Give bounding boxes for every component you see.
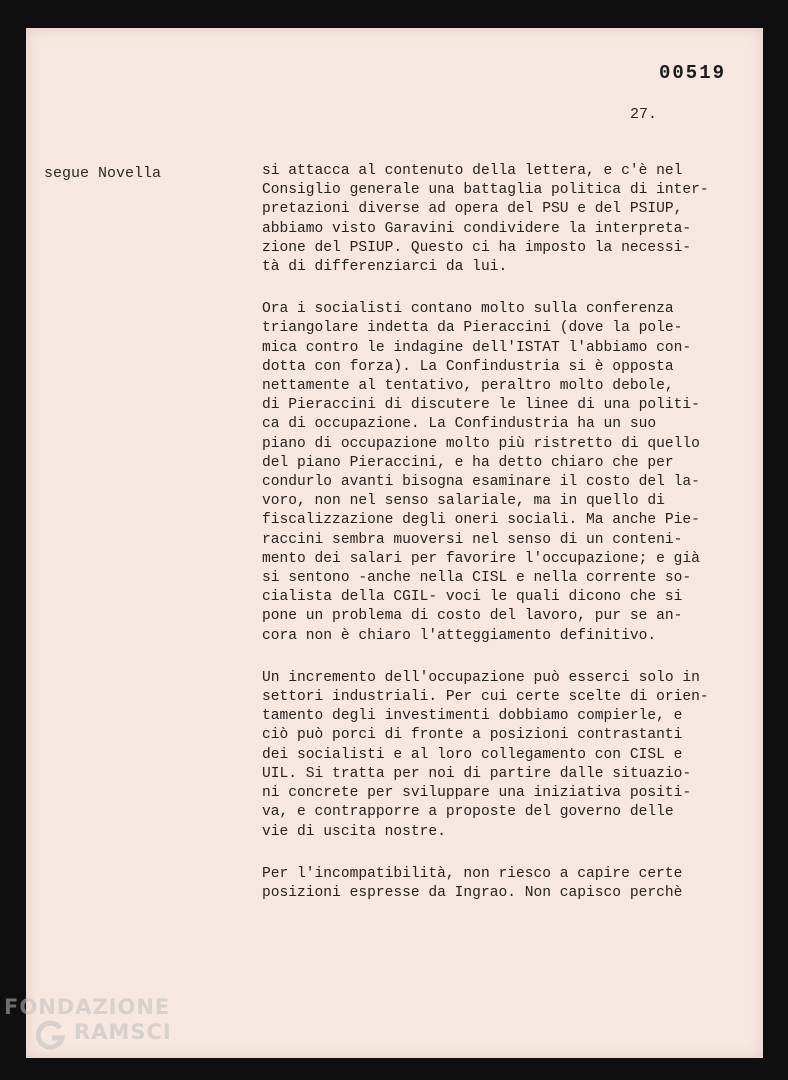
text-line: va, e contrapporre a proposte del governo delle: [262, 804, 674, 821]
text-line: UIL. Si tratta per noi di partire dalle situazio-: [262, 765, 692, 782]
text-line: posizioni espresse da Ingrao. Non capisco perchè: [262, 884, 683, 901]
document-number: 00519: [659, 62, 727, 84]
text-line: ciò può porci di fronte a posizioni contrastanti: [262, 727, 683, 744]
text-line: condurlo avanti bisogna esaminare il costo del la-: [262, 474, 700, 491]
text-line: pone un problema di costo del lavoro, pur se an-: [262, 608, 683, 625]
text-line: fiscalizzazione degli oneri sociali. Ma anche Pie-: [262, 512, 700, 529]
text-line: ni concrete per sviluppare una iniziativa positi-: [262, 785, 692, 802]
text-line: cialista della CGIL- voci le quali dicono che si: [262, 589, 683, 606]
text-line: Ora i socialisti contano molto sulla conferenza: [262, 301, 674, 318]
text-line: tà di differenziarci da lui.: [262, 259, 508, 276]
paragraph: [262, 669, 762, 842]
text-line: cora non è chiaro l'atteggiamento definitivo.: [262, 627, 657, 644]
text-line: Consiglio generale una battaglia politica di inter-: [262, 182, 709, 199]
text-line: ca di occupazione. La Confindustria ha un suo: [262, 416, 657, 433]
text-line: dei socialisti e al loro collegamento con CISL e: [262, 746, 683, 763]
text-line: pretazioni diverse ad opera del PSU e del PSIUP,: [262, 201, 683, 218]
text-line: Un incremento dell'occupazione può esserci solo in: [262, 669, 700, 686]
logo-g-icon: [36, 1020, 66, 1050]
text-line: piano di occupazione molto più ristretto di quello: [262, 435, 700, 452]
page-number: 27.: [630, 106, 658, 123]
text-line: raccini sembra muoversi nel senso di un conteni-: [262, 531, 683, 548]
text-line: di Pieraccini di discutere le linee di una politi-: [262, 397, 700, 414]
text-line: del piano Pieraccini, e ha detto chiaro che per: [262, 454, 674, 471]
paragraph: [262, 162, 762, 277]
watermark-logo: [0, 990, 220, 1070]
text-line: mica contro le indagine dell'ISTAT l'abbiamo con-: [262, 339, 692, 356]
text-line: dotta con forza). La Confindustria si è opposta: [262, 358, 674, 375]
text-line: nettamente al tentativo, peraltro molto debole,: [262, 378, 674, 395]
text-line: si attacca al contenuto della lettera, e c'è nel: [262, 163, 683, 179]
watermark-line2: RAMSCI: [74, 1020, 172, 1044]
text-line: tamento degli investimenti dobbiamo compierle, e: [262, 708, 683, 725]
text-line: mento dei salari per favorire l'occupazione; e già: [262, 550, 700, 567]
document-body: [262, 162, 762, 926]
text-line: zione del PSIUP. Questo ci ha imposto la necessi-: [262, 239, 692, 256]
watermark-line1: FONDAZIONE: [4, 995, 171, 1019]
text-line: abbiamo visto Garavini condividere la interpreta-: [262, 220, 692, 237]
paragraph: [262, 865, 762, 903]
side-label: segue Novella: [44, 165, 162, 182]
text-line: triangolare indetta da Pieraccini (dove la pole-: [262, 320, 683, 337]
paragraph: [262, 300, 762, 646]
text-line: Per l'incompatibilità, non riesco a capire certe: [262, 865, 683, 882]
text-line: vie di uscita nostre.: [262, 823, 446, 840]
text-line: settori industriali. Per cui certe scelte di orien-: [262, 689, 709, 706]
text-line: voro, non nel senso salariale, ma in quello di: [262, 493, 665, 510]
text-line: si sentono -anche nella CISL e nella corrente so-: [262, 570, 692, 587]
document-page: [26, 28, 763, 1058]
